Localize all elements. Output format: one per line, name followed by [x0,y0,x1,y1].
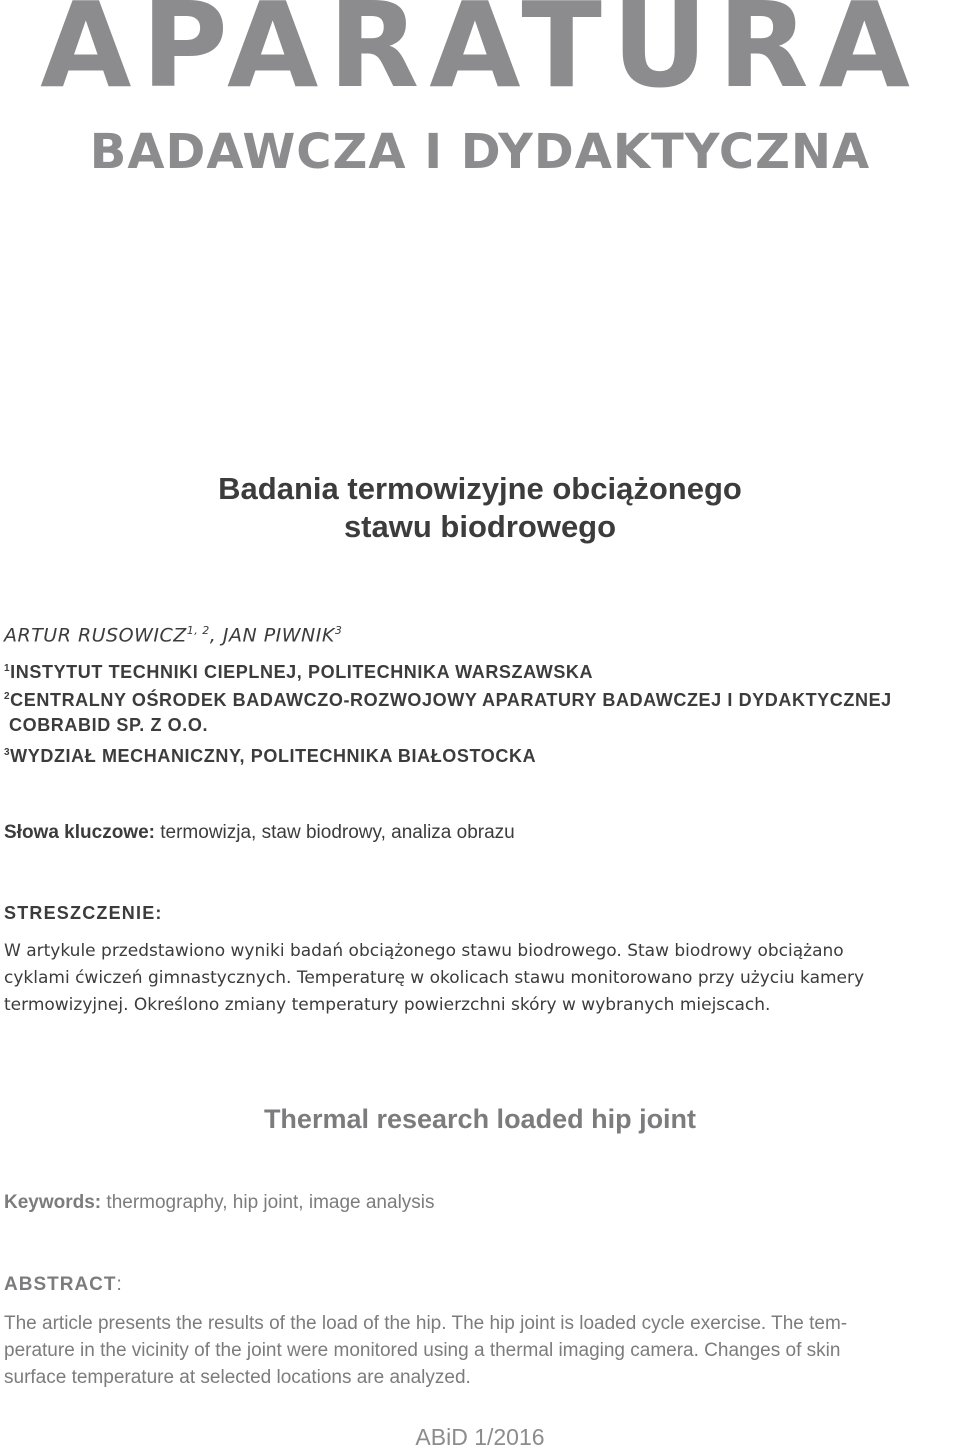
abstract-en-line: The article presents the results of the load of the hip. The hip joint is loaded cycle exercise. The tem- [4,1313,848,1334]
abstract-pl-body [4,938,958,1019]
affiliation-2-continuation: COBRABID SP. Z O.O. [9,715,209,735]
keywords-pl [4,822,515,844]
abstract-en-body [4,1310,958,1391]
article-title-pl [0,470,960,546]
affiliation-2: $^2$CENTRALNY OŚRODEK BADAWCZO-ROZWOJOWY APARATURY BADAWCZEJ I DYDAKTYCZNEJ [4,690,892,710]
authors [4,624,342,646]
footer-issue: ABiD 1/2016 [415,1424,545,1450]
keywords-en [4,1192,435,1214]
keywords-en-text: thermography, hip joint, image analysis [101,1192,435,1213]
journal-subtitle: BADAWCZA I DYDAKTYCZNA [89,124,871,180]
article-title-pl-line2: stawu biodrowego [343,509,617,544]
article-title-en: Thermal research loaded hip joint [263,1104,697,1134]
keywords-en-label: Keywords: [4,1192,102,1213]
author-1: ARTUR RUSOWICZ [4,624,187,647]
affiliation-1: $^1$INSTYTUT TECHNIKI CIEPLNEJ, POLITECHNIKA WARSZAWSKA [4,662,594,682]
abstract-en-heading: ABSTRACT: [4,1274,123,1295]
journal-title: APARATURA [40,0,920,114]
keywords-pl-label: Słowa kluczowe: [4,822,155,843]
abstract-pl-line: W artykule przedstawiono wyniki badań obciążonego stawu biodrowego. Staw biodrowy obciążano [4,941,844,961]
author-1-affil: 1, 2 [186,624,210,637]
author-separator: , [209,624,223,647]
article-title-pl-line1: Badania termowizyjne obciążonego [218,471,742,506]
abstract-pl-line: cyklami ćwiczeń gimnastycznych. Temperaturę w okolicach stawu monitorowano przy użyciu kamery [4,968,865,988]
abstract-en-line: perature in the vicinity of the joint were monitored using a thermal imaging camera. Changes of skin [4,1340,841,1361]
affiliation-3: $^3$WYDZIAŁ MECHANICZNY, POLITECHNIKA BIAŁOSTOCKA [4,746,537,766]
author-2-affil: 3 [334,624,343,637]
author-2: JAN PIWNIK [222,624,335,647]
abstract-en-line: surface temperature at selected locations are analyzed. [4,1367,471,1388]
abstract-pl-line: termowizyjnej. Określono zmiany temperatury powierzchni skóry w wybranych miejscach. [4,995,771,1015]
keywords-pl-text: termowizja, staw biodrowy, analiza obrazu [154,822,515,843]
abstract-pl-heading: STRESZCZENIE: [4,903,163,923]
